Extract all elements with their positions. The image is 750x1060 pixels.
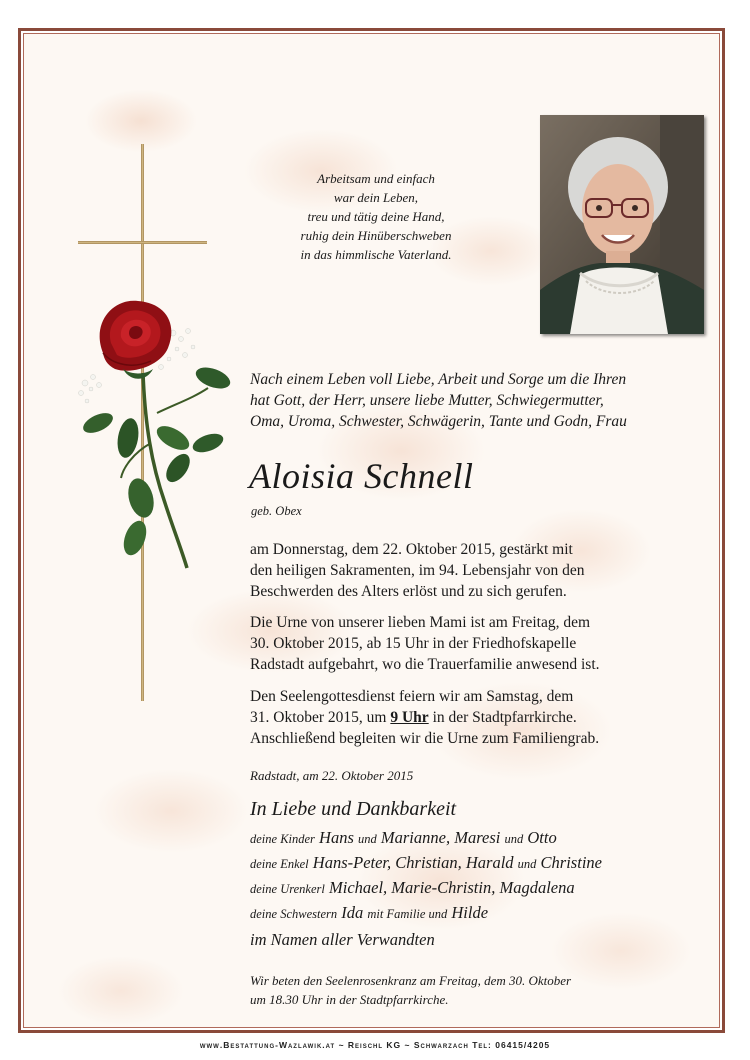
paragraph-line: Die Urne von unserer lieben Mami ist am Freitag, dem: [250, 614, 591, 631]
verse-line: in das himmlische Vaterland.: [300, 247, 452, 262]
memorial-verse: [271, 169, 481, 264]
mourners-grandchildren: deine Enkel Hans-Peter, Christian, Harald und Christine: [250, 853, 602, 872]
birth-name: geb. Obex: [251, 504, 302, 518]
death-announcement-paragraph: [250, 539, 750, 602]
verse-line: war dein Leben,: [333, 190, 419, 205]
obituary-card: [18, 28, 725, 1033]
verse-line: ruhig dein Hinüberschweben: [300, 228, 452, 243]
mourners-children: deine Kinder Hans und Marianne, Maresi und Otto: [250, 828, 557, 847]
intro-line: hat Gott, der Herr, unsere liebe Mutter, Schwiegermutter,: [250, 392, 604, 409]
intro-line: Nach einem Leben voll Liebe, Arbeit und Sorge um die Ihren: [250, 371, 627, 388]
rosary-notice: [250, 971, 670, 1009]
place-and-date: Radstadt, am 22. Oktober 2015: [250, 768, 414, 783]
funeral-home-footer: www.Bestattung-Wazlawik.at ~ Reischl KG ~ Schwarzach Tel: 06415/4205: [199, 1040, 551, 1050]
service-location-text: in der Stadtpfarrkirche.: [428, 709, 577, 726]
mourners-relatives: im Namen aller Verwandten: [250, 930, 435, 949]
rosary-line: Wir beten den Seelenrosenkranz am Freitag, dem 30. Oktober: [250, 973, 572, 988]
portrait-photo: [540, 115, 704, 334]
service-date-text: 31. Oktober 2015, um: [250, 709, 391, 726]
mourners-sisters: deine Schwestern Ida mit Familie und Hilde: [250, 903, 489, 922]
intro-line: Oma, Uroma, Schwester, Schwägerin, Tante und Godn, Frau: [250, 413, 627, 430]
rosary-line: um 18.30 Uhr in der Stadtpfarrkirche.: [250, 992, 449, 1007]
paragraph-line: Radstadt aufgebahrt, wo die Trauerfamilie anwesend ist.: [250, 656, 600, 673]
mourners-great-grandchildren: deine Urenkerl Michael, Marie-Christin, Magdalena: [250, 878, 575, 897]
intro-text: [250, 369, 740, 432]
funeral-service-paragraph: [250, 686, 750, 749]
red-rose-illustration: [73, 293, 233, 573]
urn-viewing-paragraph: [250, 612, 750, 675]
paragraph-line: den heiligen Sakramenten, im 94. Lebensjahr von den: [250, 562, 585, 579]
service-time: 9 Uhr: [390, 709, 429, 726]
verse-line: treu und tätig deine Hand,: [307, 209, 445, 224]
paragraph-line: [250, 707, 750, 728]
paragraph-line: Anschließend begleiten wir die Urne zum Familiengrab.: [250, 730, 600, 747]
cross-horizontal-bar: [78, 241, 207, 244]
verse-line: Arbeitsam und einfach: [317, 171, 435, 186]
paragraph-line: 30. Oktober 2015, ab 15 Uhr in der Friedhofskapelle: [250, 635, 577, 652]
deceased-name: Aloisia Schnell: [249, 456, 474, 496]
mourners-heading: In Liebe und Dankbarkeit: [250, 798, 457, 820]
paragraph-line: Beschwerden des Alters erlöst und zu sich gerufen.: [250, 583, 567, 600]
paragraph-line: am Donnerstag, dem 22. Oktober 2015, gestärkt mit: [250, 541, 573, 558]
paragraph-line: Den Seelengottesdienst feiern wir am Samstag, dem: [250, 688, 574, 705]
